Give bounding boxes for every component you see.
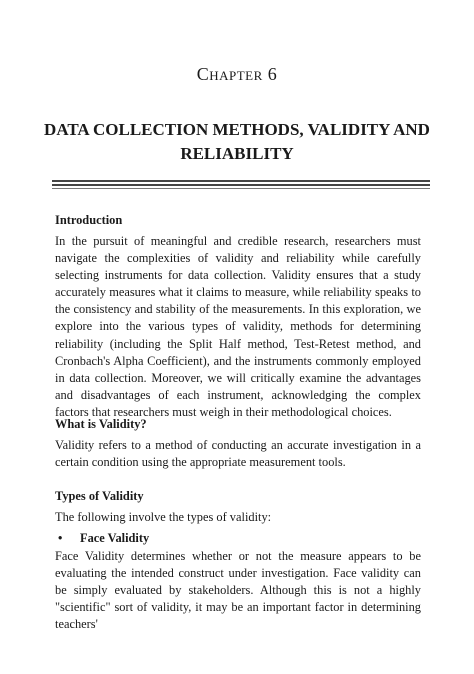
list-item-label: Face Validity [80,531,150,545]
section-heading-types-of-validity: Types of Validity [55,489,144,503]
paragraph-what-is-validity: Validity refers to a method of conducting an accurate investigation in a certain condition using the appropriate measurement tools. [55,438,421,470]
chapter-title-line-1: DATA COLLECTION METHODS, VALIDITY AND [44,120,430,139]
section-heading-introduction: Introduction [55,213,123,227]
paragraph-types-intro: The following involve the types of validity: [55,510,272,524]
chapter-title-line-2: RELIABILITY [180,144,294,163]
paragraph-introduction: In the pursuit of meaningful and credible research, researchers must navigate the complexities of validity and reliability while carefully selecting instruments for data collection. Validity ensures that a study accurately measures what it claims to measure, while reliability speaks to the consistency and stability of the measurements. In this exploration, we explore into the various types of validity, methods for determining reliability (including the Split Half method, Test-Retest method, and Cronbach's Alpha Coefficient), and the instruments commonly employed in data collection. Moreover, we will critically examine the advantages and disadvantages of each instrument, acknowledging the complex factors that researchers must weigh in their methodological choices. [55,234,421,419]
chapter-title [40,118,434,166]
paragraph-face-validity: Face Validity determines whether or not the measure appears to be evaluating the intended construct under investigation. Face validity can be simply evaluated by stakeholders. Although this is not a highly "scientific" sort of validity, it may be an important factor in determining teachers' [55,549,421,632]
section-heading-what-is-validity: What is Validity? [55,417,147,431]
list-item-face-validity [58,530,149,547]
bullet-icon: • [58,531,63,545]
title-divider-middle [52,184,430,186]
title-divider-bottom [52,188,430,189]
chapter-label: Chapter 6 [196,64,278,84]
title-divider-top [52,180,430,182]
